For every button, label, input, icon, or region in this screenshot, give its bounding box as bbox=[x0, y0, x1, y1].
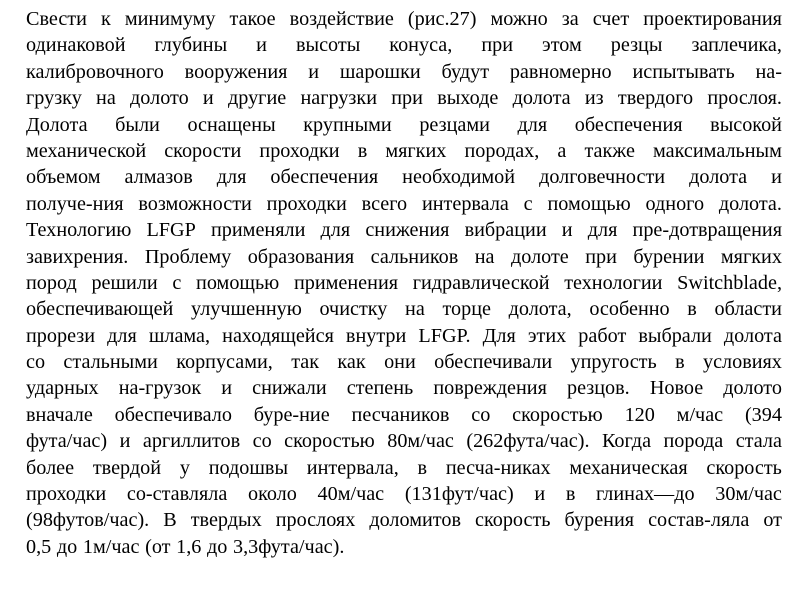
word: завихрения. bbox=[26, 245, 129, 268]
word: при bbox=[481, 34, 514, 57]
word: снижения bbox=[365, 219, 450, 242]
word: 30м/час bbox=[715, 483, 782, 506]
word: оснащены bbox=[187, 113, 276, 136]
text-line bbox=[26, 323, 782, 349]
text-line bbox=[26, 507, 782, 533]
word: для bbox=[107, 324, 137, 347]
word: обеспечивало bbox=[114, 403, 232, 426]
word: из bbox=[584, 87, 604, 110]
word: и bbox=[561, 219, 573, 242]
word: твердых bbox=[190, 509, 262, 532]
word: находящейся bbox=[222, 324, 334, 347]
word: в bbox=[675, 351, 685, 374]
word: технологии bbox=[564, 271, 663, 294]
word: области bbox=[714, 298, 782, 321]
word: подошвы bbox=[208, 456, 289, 479]
word: около bbox=[247, 483, 297, 506]
word: помощью bbox=[196, 271, 280, 294]
word: механическая bbox=[569, 456, 688, 479]
word: необходимой bbox=[402, 166, 516, 189]
word: бурения bbox=[564, 509, 635, 532]
word: повреждения bbox=[433, 377, 547, 400]
word: Для bbox=[482, 324, 516, 347]
word: и bbox=[119, 430, 131, 453]
word: за bbox=[561, 8, 579, 30]
word: также bbox=[584, 139, 635, 162]
word: вначале bbox=[26, 403, 93, 426]
word: корпусами, bbox=[176, 351, 273, 374]
word: твердой bbox=[92, 456, 162, 479]
word: твердого bbox=[617, 87, 694, 110]
word: мягких bbox=[385, 139, 447, 162]
word: они bbox=[384, 351, 416, 374]
text-line bbox=[26, 349, 782, 375]
document-body bbox=[26, 6, 782, 560]
text-line bbox=[26, 85, 782, 111]
word: интервала bbox=[421, 192, 509, 215]
word: буре-ние bbox=[253, 403, 330, 426]
word: можно bbox=[490, 8, 548, 30]
word: резцы bbox=[610, 34, 663, 57]
word: равномерно bbox=[509, 60, 612, 83]
word: воздействие bbox=[289, 8, 394, 30]
word: песчаников bbox=[351, 403, 450, 426]
word: гидравлической bbox=[412, 271, 550, 294]
word: долговечности bbox=[539, 166, 666, 189]
word: до bbox=[206, 535, 228, 558]
word: к bbox=[100, 8, 111, 30]
word: порода bbox=[663, 430, 724, 453]
word: (131фут/час) bbox=[404, 483, 514, 506]
word: 1,6 bbox=[176, 535, 202, 558]
word: для bbox=[517, 113, 548, 136]
word: степень bbox=[346, 377, 414, 400]
word: этом bbox=[542, 34, 582, 57]
word: (262фута/час). bbox=[466, 430, 590, 453]
word: Новое bbox=[649, 377, 704, 400]
word: сальников bbox=[370, 245, 459, 268]
text-line bbox=[26, 481, 782, 507]
word: (394 bbox=[744, 403, 782, 426]
word: со bbox=[471, 403, 491, 426]
word: упругость bbox=[570, 351, 657, 374]
word: возможности bbox=[138, 192, 252, 215]
word: песча-никах bbox=[445, 456, 551, 479]
text-line bbox=[26, 455, 782, 481]
word: обеспечивали bbox=[434, 351, 553, 374]
word: выбрали bbox=[638, 324, 712, 347]
word: торце bbox=[442, 298, 491, 321]
word: мягких bbox=[720, 245, 782, 268]
word: прорези bbox=[26, 324, 96, 347]
word: 80м/час bbox=[387, 430, 454, 453]
word: крупными bbox=[303, 113, 392, 136]
word: при bbox=[391, 87, 423, 110]
word: м/час bbox=[676, 403, 724, 426]
word: долото bbox=[130, 87, 189, 110]
text-line bbox=[26, 191, 782, 217]
word: пород bbox=[26, 271, 77, 294]
text-line bbox=[26, 375, 782, 401]
word: заплечика, bbox=[691, 34, 782, 57]
text-line bbox=[26, 270, 782, 296]
word: высокой bbox=[710, 113, 782, 136]
word: LFGP bbox=[146, 219, 196, 242]
word: со-ставляла bbox=[126, 483, 228, 506]
text-line bbox=[26, 6, 782, 32]
word: ударных bbox=[26, 377, 99, 400]
word: нагрузки bbox=[300, 87, 378, 110]
word: (от bbox=[145, 535, 171, 558]
word: алмазов bbox=[124, 166, 193, 189]
word: прослоя. bbox=[707, 87, 782, 110]
word: испытывать bbox=[632, 60, 735, 83]
word: долото bbox=[723, 377, 782, 400]
text-line bbox=[26, 217, 782, 243]
word: на bbox=[405, 298, 425, 321]
word: и bbox=[771, 166, 782, 189]
word: долота bbox=[723, 324, 782, 347]
word: 40м/час bbox=[317, 483, 385, 506]
word: от bbox=[763, 509, 782, 532]
text-line bbox=[26, 164, 782, 190]
word: в bbox=[687, 298, 697, 321]
word: на- bbox=[755, 60, 782, 83]
text-line bbox=[26, 296, 782, 322]
word: глубины bbox=[154, 34, 228, 57]
word: применяли bbox=[210, 219, 306, 242]
word: доломитов bbox=[369, 509, 461, 532]
word: очистку bbox=[319, 298, 388, 321]
word: скорости bbox=[164, 139, 242, 162]
word: LFGP. bbox=[418, 324, 471, 347]
word: Проблему bbox=[144, 245, 232, 268]
word: скоростью bbox=[512, 403, 603, 426]
word: фута/час) bbox=[26, 430, 108, 453]
word: со bbox=[252, 430, 272, 453]
text-line bbox=[26, 32, 782, 58]
word: помощью bbox=[547, 192, 631, 215]
word: грузку bbox=[26, 87, 82, 110]
word: проходки bbox=[259, 139, 340, 162]
text-line bbox=[26, 428, 782, 454]
word: для bbox=[216, 166, 247, 189]
word: проектирования bbox=[643, 8, 782, 30]
word: счет bbox=[592, 8, 630, 30]
word: резцами bbox=[419, 113, 490, 136]
word: будут bbox=[441, 60, 490, 83]
word: обеспечивающей bbox=[26, 298, 174, 321]
text-line bbox=[26, 138, 782, 164]
word: в bbox=[565, 483, 576, 506]
word: на-грузок bbox=[118, 377, 202, 400]
word: образования bbox=[247, 245, 355, 268]
word: долота bbox=[512, 87, 571, 110]
word: и bbox=[256, 34, 267, 57]
word: высоты bbox=[296, 34, 361, 57]
word: вибрации bbox=[464, 219, 547, 242]
word: такое bbox=[229, 8, 276, 30]
word: в bbox=[357, 139, 368, 162]
word: решили bbox=[91, 271, 158, 294]
word: снижали bbox=[252, 377, 327, 400]
word: аргиллитов bbox=[142, 430, 241, 453]
word: 1м/час bbox=[82, 535, 140, 558]
word: резцов. bbox=[566, 377, 630, 400]
word: интервала, bbox=[306, 456, 399, 479]
word: стальными bbox=[63, 351, 158, 374]
word: были bbox=[115, 113, 160, 136]
word: у bbox=[179, 456, 190, 479]
word: улучшенную bbox=[191, 298, 302, 321]
word: внутри bbox=[345, 324, 407, 347]
word: 0,5 bbox=[26, 535, 52, 558]
word: применения bbox=[293, 271, 399, 294]
word: как bbox=[337, 351, 366, 374]
word: для bbox=[320, 219, 351, 242]
word: до bbox=[56, 535, 78, 558]
word: 3,3фута/час). bbox=[233, 535, 345, 558]
word: долоте bbox=[510, 245, 569, 268]
word: одинаковой bbox=[26, 34, 126, 57]
word: Когда bbox=[601, 430, 652, 453]
word: условиях bbox=[702, 351, 782, 374]
word: долота, bbox=[508, 298, 572, 321]
document-page bbox=[26, 6, 782, 560]
word: с bbox=[523, 192, 533, 215]
word: для bbox=[587, 219, 618, 242]
word: Технологию bbox=[26, 219, 132, 242]
text-line bbox=[26, 244, 782, 270]
word: обеспечения bbox=[574, 113, 683, 136]
word: Свести bbox=[26, 8, 87, 30]
word: максимальным bbox=[653, 139, 782, 162]
word: скоростью bbox=[284, 430, 375, 453]
word: на bbox=[474, 245, 495, 268]
word: особенно bbox=[589, 298, 670, 321]
word: на bbox=[96, 87, 116, 110]
word: одного bbox=[645, 192, 705, 215]
word: всего bbox=[361, 192, 408, 215]
word: бурении bbox=[633, 245, 705, 268]
word: и bbox=[202, 87, 214, 110]
text-line bbox=[26, 59, 782, 85]
word: и bbox=[221, 377, 233, 400]
word: проходки bbox=[266, 192, 347, 215]
word: стала bbox=[735, 430, 782, 453]
word: породах, bbox=[464, 139, 540, 162]
word: обеспечения bbox=[270, 166, 379, 189]
word: и bbox=[308, 60, 320, 83]
word: и bbox=[534, 483, 546, 506]
text-line bbox=[26, 534, 782, 560]
word: при bbox=[585, 245, 617, 268]
word: объемом bbox=[26, 166, 101, 189]
word: минимуму bbox=[124, 8, 216, 30]
word: механической bbox=[26, 139, 147, 162]
word: проходки bbox=[26, 483, 107, 506]
word: так bbox=[291, 351, 320, 374]
word: пре-дотвращения bbox=[632, 219, 782, 242]
word: другие bbox=[227, 87, 287, 110]
text-line bbox=[26, 402, 782, 428]
word: скорость bbox=[706, 456, 782, 479]
word: состав-ляла bbox=[648, 509, 750, 532]
word: а bbox=[557, 139, 567, 162]
word: шлама, bbox=[148, 324, 211, 347]
word: Switchblade, bbox=[677, 271, 782, 294]
word: конуса, bbox=[389, 34, 453, 57]
word: прослоях bbox=[275, 509, 356, 532]
word: калибровочного bbox=[26, 60, 164, 83]
word: этих bbox=[527, 324, 567, 347]
text-line bbox=[26, 112, 782, 138]
word: вооружения bbox=[184, 60, 288, 83]
word: выходе bbox=[437, 87, 499, 110]
word: работ bbox=[578, 324, 627, 347]
word: более bbox=[26, 456, 75, 479]
word: получе-ния bbox=[26, 192, 124, 215]
word: скорость bbox=[475, 509, 551, 532]
word: со bbox=[26, 351, 46, 374]
word: В bbox=[163, 509, 177, 532]
word: Долота bbox=[26, 113, 88, 136]
word: глинах—до bbox=[596, 483, 695, 506]
word: в bbox=[417, 456, 428, 479]
word: 120 bbox=[624, 403, 655, 426]
word: долота bbox=[689, 166, 748, 189]
word: шарошки bbox=[339, 60, 421, 83]
word: (рис.27) bbox=[407, 8, 477, 30]
word: долота. bbox=[718, 192, 782, 215]
word: с bbox=[172, 271, 182, 294]
word: (98футов/час). bbox=[26, 509, 150, 532]
